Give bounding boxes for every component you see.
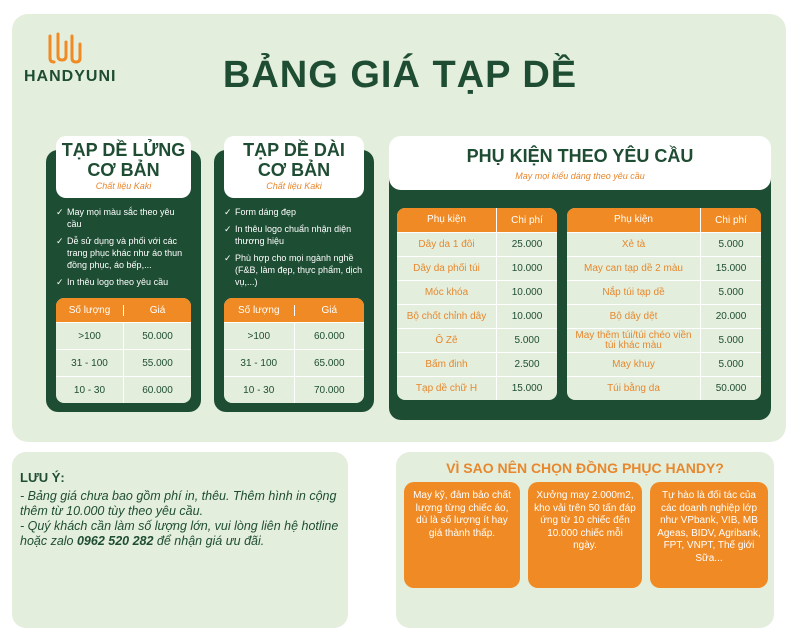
quantity-cell: 31 - 100 (56, 350, 124, 376)
price-cell: 65.000 (313, 357, 345, 369)
table-row (56, 349, 191, 376)
cost-cell: 5.000 (718, 239, 744, 250)
cost-cell: 5.000 (718, 359, 744, 370)
accessory-cell: Xẻ tà (567, 233, 701, 256)
note-text: - Quý khách cần làm số lượng lớn, vui lòng liên hệ hotline hoặc zalo (20, 519, 339, 548)
accessories-title: PHỤ KIỆN THEO YÊU CẦU (466, 146, 694, 166)
note-title: LƯU Ý: (20, 470, 65, 485)
feature-list (56, 206, 191, 293)
accessories-header (389, 136, 771, 190)
card-title-line1: TẠP DỀ LỬNG (61, 140, 186, 160)
brand-name: HANDYUNI (24, 68, 117, 85)
col-cost: Chi phí (511, 214, 543, 226)
note-text: để nhận giá ưu đãi. (153, 534, 265, 548)
cost-cell: 10.000 (511, 287, 543, 298)
price-cell: 55.000 (142, 357, 173, 369)
card-material: Chất liệu Kaki (266, 181, 322, 191)
table-row (224, 322, 364, 349)
page-title: BẢNG GIÁ TẠP DỀ (222, 54, 578, 96)
feature-item: ✓ Dễ sử dụng và phối với các trang phục khác như áo thun đồng phục, áo bếp,... (56, 235, 191, 271)
price-table-header (224, 298, 364, 322)
col-quantity: Số lượng (224, 305, 295, 316)
table-row (567, 352, 761, 376)
accessory-cell: Tạp dề chữ H (397, 377, 497, 400)
cost-cell: 5.000 (718, 335, 744, 346)
quantity-cell: >100 (224, 323, 295, 349)
table-row (397, 328, 557, 352)
feature-item: ✓ Form dáng đẹp (224, 206, 364, 218)
accessory-cell: May can tạp dề 2 màu (567, 257, 701, 280)
reason-box: May kỹ, đảm bảo chất lượng từng chiếc áo, dù là số lượng ít hay giá thành thấp. (404, 482, 520, 588)
card-title-line2: CƠ BẢN (87, 160, 160, 180)
accessories-table-right (567, 208, 761, 400)
note-line (20, 519, 340, 549)
price-table (224, 298, 364, 403)
note-panel (12, 452, 348, 628)
card-short-apron (46, 140, 201, 412)
accessory-cell: Bấm đinh (397, 353, 497, 376)
why-title: VÌ SAO NÊN CHỌN ĐỒNG PHỤC HANDY? (446, 460, 724, 476)
card-title-line1: TẠP DỀ DÀI (243, 140, 345, 160)
quantity-cell: 31 - 100 (224, 350, 295, 376)
col-accessory: Phụ kiện (567, 208, 701, 232)
cost-cell: 20.000 (715, 311, 747, 322)
accessories-panel (389, 146, 771, 420)
feature-item: ✓ Phù hợp cho mọi ngành nghề (F&B, làm đẹp, thực phẩm, dịch vụ,...) (224, 252, 364, 288)
accessory-cell: Móc khóa (397, 281, 497, 304)
cost-cell: 15.000 (511, 383, 543, 394)
col-cost: Chi phí (715, 214, 747, 226)
col-price: Giá (149, 304, 166, 316)
reason-box: Xưởng may 2.000m2, kho vải trên 50 tấn đáp ứng từ 10 chiếc đến 10.000 chiếc mỗi ngày. (528, 482, 642, 588)
table-row (56, 376, 191, 403)
feature-item: ✓ In thêu logo chuẩn nhận diện thương hiệu (224, 223, 364, 247)
col-price: Giá (321, 304, 338, 316)
quantity-cell: 10 - 30 (56, 377, 124, 403)
accessory-cell: Túi bằng da (567, 377, 701, 400)
price-cell: 60.000 (142, 384, 173, 396)
accessories-table-header (567, 208, 761, 232)
cost-cell: 50.000 (715, 383, 747, 394)
table-row (397, 352, 557, 376)
table-row (397, 232, 557, 256)
table-row (567, 304, 761, 328)
price-table (56, 298, 191, 403)
accessory-cell: Bộ chốt chỉnh dây (397, 305, 497, 328)
table-row (224, 376, 364, 403)
price-cell: 60.000 (313, 330, 345, 342)
cost-cell: 15.000 (715, 263, 747, 274)
table-row (224, 349, 364, 376)
card-header (56, 136, 191, 198)
accessory-cell: Nắp túi tạp dề (567, 281, 701, 304)
feature-item: ✓ May mọi màu sắc theo yêu cầu (56, 206, 191, 230)
accessory-cell: Dây da 1 đôi (397, 233, 497, 256)
table-row (397, 256, 557, 280)
cost-cell: 25.000 (511, 239, 543, 250)
accessories-subtitle: May mọi kiểu dáng theo yêu cầu (515, 171, 645, 181)
card-long-apron (214, 140, 374, 412)
cost-cell: 10.000 (511, 263, 543, 274)
reason-box: Tự hào là đối tác của các doanh nghiệp lớp như VPbank, VIB, MB Ageas, BIDV, Agribank, FPT, VNPT, Thế giới Sữa... (650, 482, 768, 588)
cost-cell: 5.000 (514, 335, 540, 346)
card-title-line2: CƠ BẢN (257, 160, 331, 180)
cost-cell: 10.000 (511, 311, 543, 322)
accessories-table-header (397, 208, 557, 232)
price-table-header (56, 298, 191, 322)
quantity-cell: >100 (56, 323, 124, 349)
accessory-cell: May thêm túi/túi chéo viền túi khác màu (567, 329, 701, 352)
price-cell: 50.000 (142, 330, 173, 342)
quantity-cell: 10 - 30 (224, 377, 295, 403)
accessory-cell: Dây da phối túi (397, 257, 497, 280)
note-line: - Bảng giá chưa bao gồm phí in, thêu. Thêm hình in cộng thêm từ 10.000 tùy theo yêu cầu. (20, 489, 337, 518)
table-row (56, 322, 191, 349)
hotline-number: 0962 520 282 (76, 534, 154, 548)
table-row (567, 232, 761, 256)
price-cell: 70.000 (313, 384, 345, 396)
table-row (397, 280, 557, 304)
card-header (224, 136, 364, 198)
table-row (567, 256, 761, 280)
cost-cell: 2.500 (514, 359, 540, 370)
accessory-cell: Ô Zê (397, 329, 497, 352)
table-row (397, 304, 557, 328)
table-row (397, 376, 557, 400)
feature-list (224, 206, 364, 293)
accessory-cell: Bộ dây dệt (567, 305, 701, 328)
table-row (567, 280, 761, 304)
cost-cell: 5.000 (718, 287, 744, 298)
why-panel (396, 452, 774, 628)
table-row (567, 376, 761, 400)
accessories-table-left (397, 208, 557, 400)
table-row (567, 328, 761, 352)
card-material: Chất liệu Kaki (95, 181, 152, 191)
feature-item: ✓ In thêu logo theo yêu cầu (56, 276, 191, 288)
col-accessory: Phụ kiện (397, 208, 497, 232)
accessory-cell: May khuy (567, 353, 701, 376)
col-quantity: Số lượng (56, 305, 124, 316)
